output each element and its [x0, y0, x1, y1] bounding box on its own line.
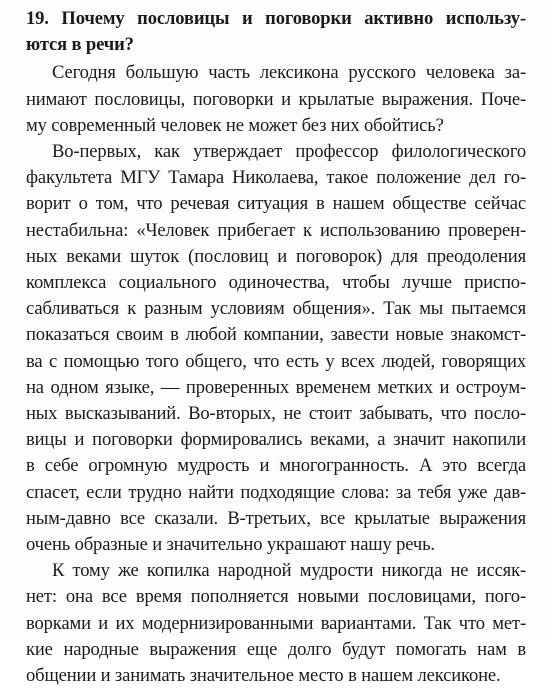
text-block [26, 6, 526, 689]
heading-line: ются в речи? [26, 34, 134, 56]
paragraph-line: общении и занимать значительное место в нашем лексиконе. [26, 665, 501, 687]
paragraph-line: очень образные и значительно украшают нашу речь. [26, 534, 435, 556]
paragraph-line: ворит о том, что речевая ситуация в нашем обществе сейчас [26, 193, 526, 215]
question-heading [26, 6, 526, 58]
paragraph-line: факультета МГУ Тамара Николаева, такое положение дел го- [26, 167, 526, 189]
paragraph-line: му современный человек не может без них обойтись? [26, 114, 444, 136]
paragraph-line: К тому же копилка народной мудрости никогда не иссяк- [52, 560, 526, 582]
paragraph-line: спасет, если трудно найти подходящие слова: за тебя уже дав- [26, 481, 526, 503]
paragraph-line: нестабильна: «Человек прибегает к использованию проверен- [26, 219, 526, 241]
paragraph-line: ных веками шуток (пословиц и поговорок) для преодоления [26, 245, 526, 267]
paragraph-line: Во-первых, как утверждает профессор филологического [52, 141, 526, 163]
paragraph-line: ным-давно все сказали. В-третьих, все крылатые выражения [26, 507, 526, 529]
paragraph-line: в себе огромную мудрость и многогранность. А это всегда [26, 455, 526, 477]
paragraph-line: сабливаться к разным условиям общения». Так мы пытаемся [26, 298, 526, 320]
heading-line: 19. Почему пословицы и поговорки активно использу- [26, 8, 526, 29]
paragraph-2 [26, 139, 526, 558]
paragraph-line: вицы и поговорки формировались веками, а значит накопили [26, 429, 526, 451]
paragraph-1 [26, 60, 526, 139]
paragraph-line: ворками и их модернизированными вариантами. Так что мет- [26, 612, 526, 634]
paragraph-line: ных высказываний. Во-вторых, не стоит забывать, что посло- [26, 403, 526, 425]
paragraph-line: кие народные выражения еще долго будут помогать нам в [26, 638, 526, 660]
paragraph-line: Сегодня большую часть лексикона русского человека за- [52, 62, 526, 84]
paragraph-line: нимают пословицы, поговорки и крылатые выражения. Поче- [26, 88, 526, 110]
paragraph-line: показаться своим в любой компании, завести новые знакомст- [26, 324, 526, 346]
paragraph-line: на одном языке, — проверенных временем метких и остроум- [26, 376, 526, 398]
paragraph-line: комплекса социального одиночества, чтобы лучше приспо- [26, 272, 526, 294]
paragraph-3 [26, 558, 526, 689]
paragraph-line: ва с помощью того общего, что есть у всех людей, говорящих [26, 350, 526, 372]
paragraph-line: нет: она все время пополняется новыми пословицами, пого- [26, 586, 526, 608]
